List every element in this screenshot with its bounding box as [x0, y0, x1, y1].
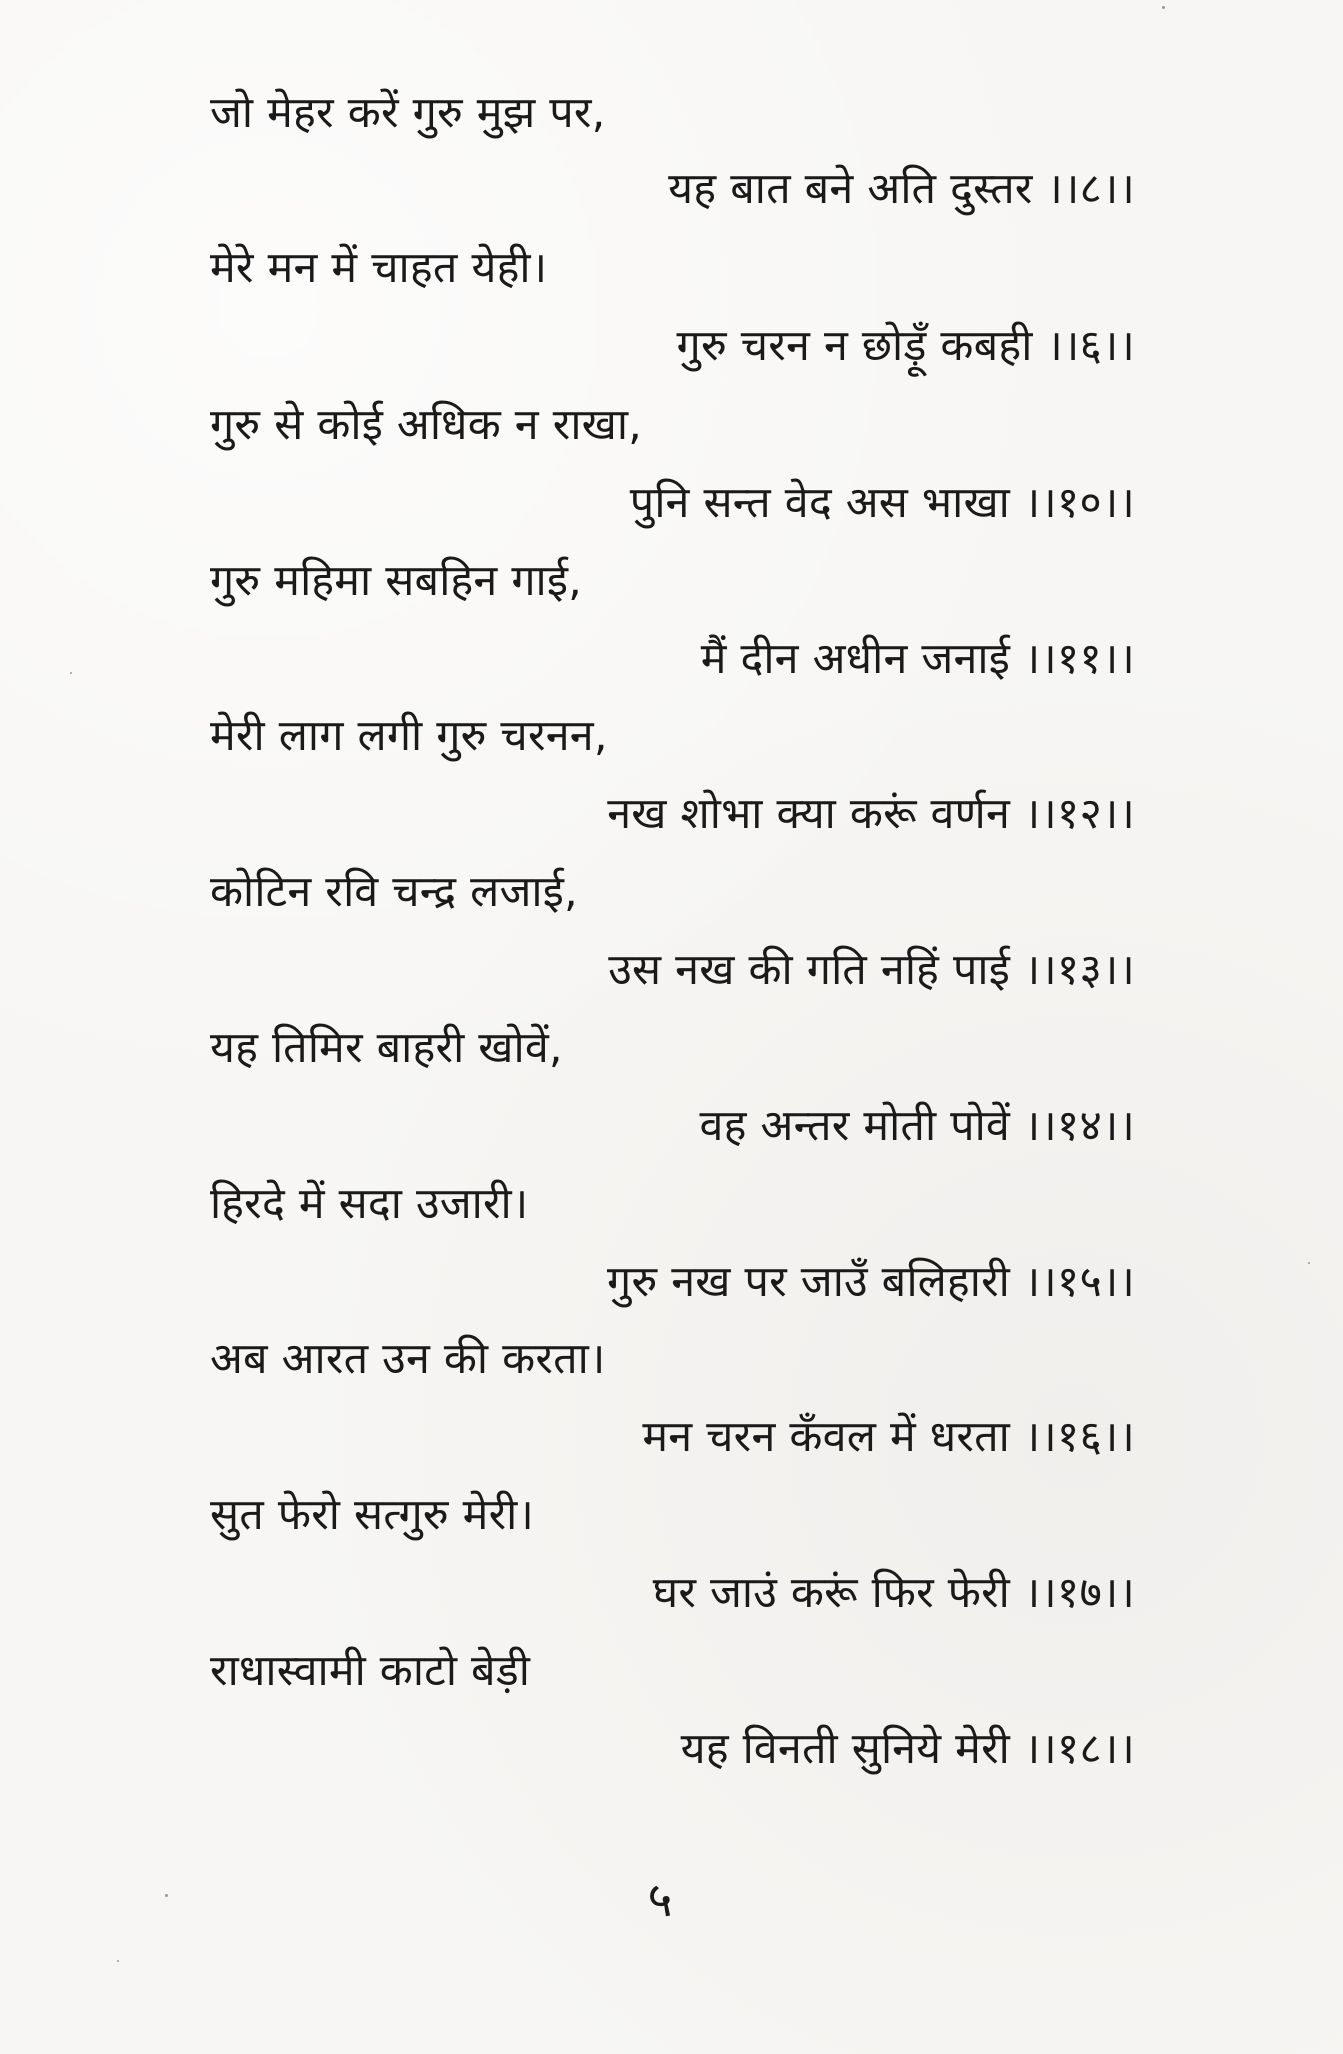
- verse-line-7-second: वह अन्तर मोती पोवें ।।१४।।: [699, 1101, 1135, 1151]
- verse-line-9-second: मन चरन कँवल में धरता ।।१६।।: [642, 1412, 1135, 1462]
- paper-speck: [1162, 6, 1165, 9]
- page-number: ५: [647, 1872, 673, 1928]
- verse-line-7-first: यह तिमिर बाहरी खोवें,: [210, 1023, 563, 1073]
- verse-line-11-first: राधास्वामी काटो बेड़ी: [210, 1646, 531, 1696]
- verse-line-6-first: कोटिन रवि चन्द्र लजाई,: [210, 867, 578, 917]
- verse-line-5-second: नख शोभा क्या करूं वर्णन ।।१२।।: [607, 789, 1135, 839]
- verse-line-9-first: अब आरत उन की करता।: [210, 1334, 606, 1384]
- verse-line-11-second: यह विनती सुनिये मेरी ।।१८।।: [680, 1724, 1135, 1774]
- verse-line-2-first: मेरे मन में चाहत येही।: [210, 243, 548, 293]
- verse-line-8-second: गुरु नख पर जाउँ बलिहारी ।।१५।।: [607, 1257, 1135, 1307]
- verse-line-5-first: मेरी लाग लगी गुरु चरनन,: [210, 711, 608, 761]
- paper-speck: [1308, 1262, 1310, 1264]
- paper-speck: [165, 1894, 168, 1897]
- paper-speck: [117, 1960, 119, 1962]
- verse-line-10-first: सुत फेरो सत्गुरु मेरी।: [210, 1490, 534, 1540]
- paper-speck: [70, 672, 72, 674]
- verse-line-2-second: गुरु चरन न छोड़ूँ कबही ।।६।।: [676, 321, 1135, 371]
- verse-line-4-second: मैं दीन अधीन जनाई ।।११।।: [700, 634, 1135, 684]
- verse-line-3-first: गुरु से कोई अधिक न राखा,: [210, 400, 643, 450]
- verse-line-10-second: घर जाउं करूं फिर फेरी ।।१७।।: [652, 1568, 1135, 1618]
- verse-line-4-first: गुरु महिमा सबहिन गाई,: [210, 556, 583, 606]
- verse-line-8-first: हिरदे में सदा उजारी।: [210, 1179, 529, 1229]
- verse-line-3-second: पुनि सन्त वेद अस भाखा ।।१०।।: [629, 478, 1135, 528]
- verse-line-1-second: यह बात बने अति दुस्तर ।।८।।: [668, 164, 1135, 214]
- verse-line-6-second: उस नख की गति नहिं पाई ।।१३।।: [608, 945, 1135, 995]
- verse-line-1-first: जो मेहर करें गुरु मुझ पर,: [210, 88, 606, 138]
